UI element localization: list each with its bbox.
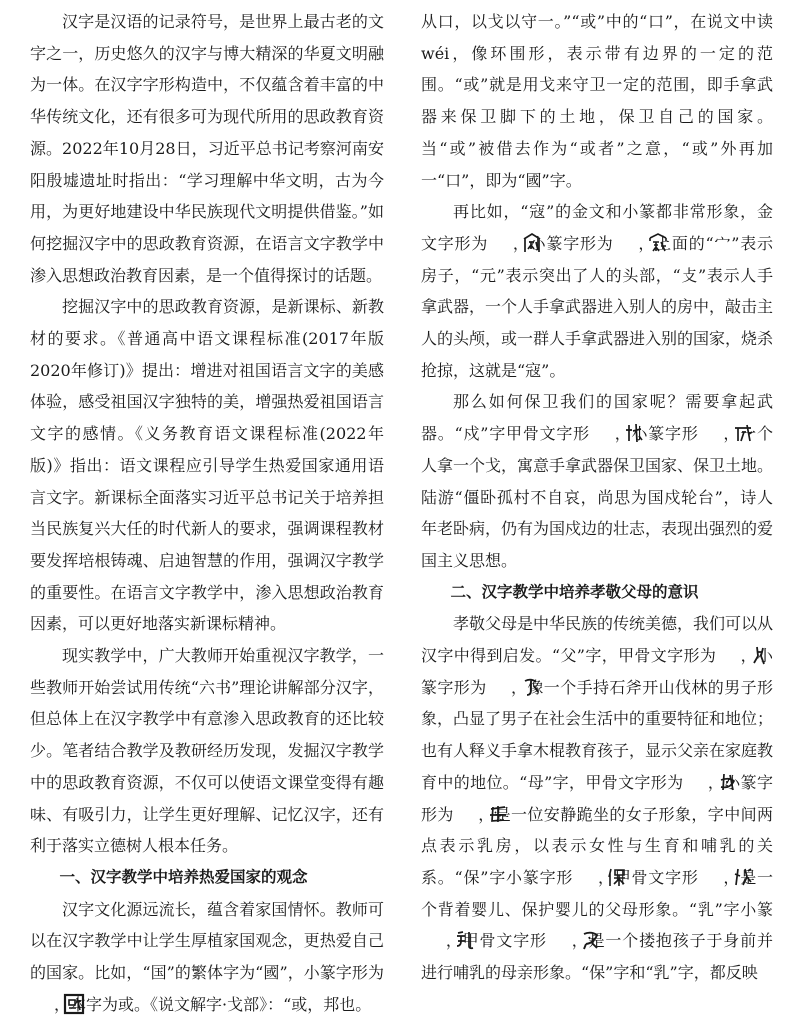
right-column (421, 6, 773, 989)
paragraph-kou-text-b: ，小篆字形为 (512, 233, 614, 253)
paragraph-guo-text-b: ，本字为或。《说文解字·戈部》：“或，邦也。 (54, 994, 372, 1014)
paragraph-fumu-text-c: ，像一个手持石斧开山伐林的男子形象，凸显了男子在社会生活中的重要特征和地位；也有人释义手拿木棍教育孩子，显示父亲在家庭教育中的地位。“母”字，甲骨文字形为 (421, 677, 774, 792)
paragraph-shu-text-c: ，一个人拿一个戈，寓意手拿武器保卫国家、保卫土地。陆游“僵卧孤村不自哀，尚思为国戍轮台”，诗人年老卧病，仍有为国戍边的壮志，表现出强烈的爱国主义思想。 (421, 424, 774, 570)
paragraph-kou (421, 196, 773, 386)
paragraph-fumu-text-g: ，是一个背着婴儿、保护婴儿的父母形象。“乳”字小篆 (421, 867, 773, 919)
paragraph-shu-text-b: ，小篆字形 (613, 424, 699, 444)
paragraph-shu-text-a: 那么如何保卫我们的国家呢？需要拿起武器。“戍”字甲骨文字形 (421, 392, 773, 444)
left-column (30, 6, 384, 1021)
bao-oracle-glyph (700, 866, 722, 888)
paragraph-fumu-text-f: ，甲骨文字形 (597, 867, 699, 887)
paragraph-curriculum: 挖掘汉字中的思政教育资源，是新课标、新教材的要求。《普通高中语文课程标准(2017年版2020年修订)》提出：增进对祖国语言文字的美感体验，感受祖国汉字独特的美，增强热爱祖国语言文字的感情。《义务教育语文课程标准(2022年版)》指出：语文课程应引导学生热爱国家通用语言文字。新课标全面落实习近平总书记关于培养担当民族复兴大任的时代新人的要求，强调课程教材要发挥培根铸魂、启迪智慧的作用，强调汉字教学的重要性。在语言文字教学中，渗入思想政治教育因素，可以更好地落实新课标精神。 (30, 297, 384, 634)
fu-oracle-glyph (717, 644, 739, 666)
section-heading-filial: 二、汉字教学中培养孝敬父母的意识 (450, 582, 699, 601)
paragraph-fumu-text-d: ，小篆字形为 (421, 772, 773, 824)
paragraph-fumu-text-b: ，小篆字形为 (421, 646, 773, 697)
paragraph-fumu (421, 608, 773, 988)
shu-seal-glyph (700, 422, 722, 444)
paragraph-shu (421, 386, 773, 576)
paragraph-huo: 从口，以戈以守一。”“或”中的“口”，在说文中读wéi，像环围形，表示带有边界的一定的范围。“或”就是用戈来守卫一定的范围，即手拿武器来保卫脚下的土地，保卫自己的国家。当“或”被借去作为“或者”之意，“或”外再加一“口”，即为“國”字。 (421, 12, 773, 190)
paragraph-guo (30, 894, 384, 1021)
guo-seal-glyph (31, 993, 53, 1015)
mu-seal-glyph (455, 803, 477, 825)
kou-bronze-glyph (489, 232, 511, 254)
paragraph-fumu-text-a: 孝敬父母是中华民族的传统美德，我们可以从汉字中得到启发。“父”字，甲骨文字形为 (421, 614, 774, 666)
fu-seal-glyph (488, 676, 510, 698)
paragraph-teaching: 现实教学中，广大教师开始重视汉字教学，一些教师开始尝试用传统“六书”理论讲解部分汉字，但总体上在汉字教学中有意渗入思政教育的还比较少。笔者结合教学及教研经历发现，发掘汉字教学中的思政教育资源，不仅可以使语文课堂变得有趣味、有吸引力，让学生更好理解、记忆汉字，还有利于落实立德树人根本任务。 (30, 646, 384, 856)
paragraph-fumu-text-e: ，是一位安静跪坐的女子形象，字中间两点表示乳房，以表示女性与生育和哺乳的关系。“保”字小篆字形 (421, 804, 773, 887)
mu-oracle-glyph (685, 771, 707, 793)
shu-oracle-glyph (591, 422, 613, 444)
ru-oracle-glyph (548, 929, 570, 951)
bao-seal-glyph (574, 866, 596, 888)
ru-seal-glyph (422, 929, 444, 951)
paragraph-guo-text-a: 汉字文化源远流长，蕴含着家国情怀。教师可以在汉字教学中让学生厚植家国观念，更热爱自己的国家。比如，“国”的繁体字为“國”，小篆字形为 (30, 899, 384, 983)
paragraph-fumu-text-i: ，是一个搂抱孩子于身前并进行哺乳的母亲形象。“保”字和“乳”字，都反映 (421, 931, 773, 983)
paragraph-kou-text-a: 再比如，“寇”的金文和小篆都非常形象，金文字形为 (421, 202, 773, 253)
paragraph-fumu-text-h: ，甲骨文字形 (445, 931, 547, 951)
paragraph-intro: 汉字是汉语的记录符号，是世界上最古老的文字之一，历史悠久的汉字与博大精深的华夏文明融为一体。在汉字字形构造中，不仅蕴含着丰富的中华传统文化，还有很多可为现代所用的思政教育资源。2022年10月28日，习近平总书记考察河南安阳殷墟遗址时指出：“学习理解中华文明，古为今用，为更好地建设中华民族现代文明提供借鉴。”如何挖掘汉字中的思政教育资源，在语言文字教学中渗入思想政治教育因素，是一个值得探讨的话题。 (30, 12, 384, 285)
kou-seal-glyph (615, 232, 637, 254)
section-heading-country: 一、汉字教学中培养热爱国家的观念 (59, 867, 308, 886)
paragraph-kou-text-c: ，上面的“宀”表示房子，“元”表示突出了人的头部，“攴”表示人手拿武器，一个人手拿武器进入别人的房中，敲击主人的头颅，或一群人手拿武器进入别的国家，烧杀抢掠，这就是“寇”。 (421, 233, 774, 380)
